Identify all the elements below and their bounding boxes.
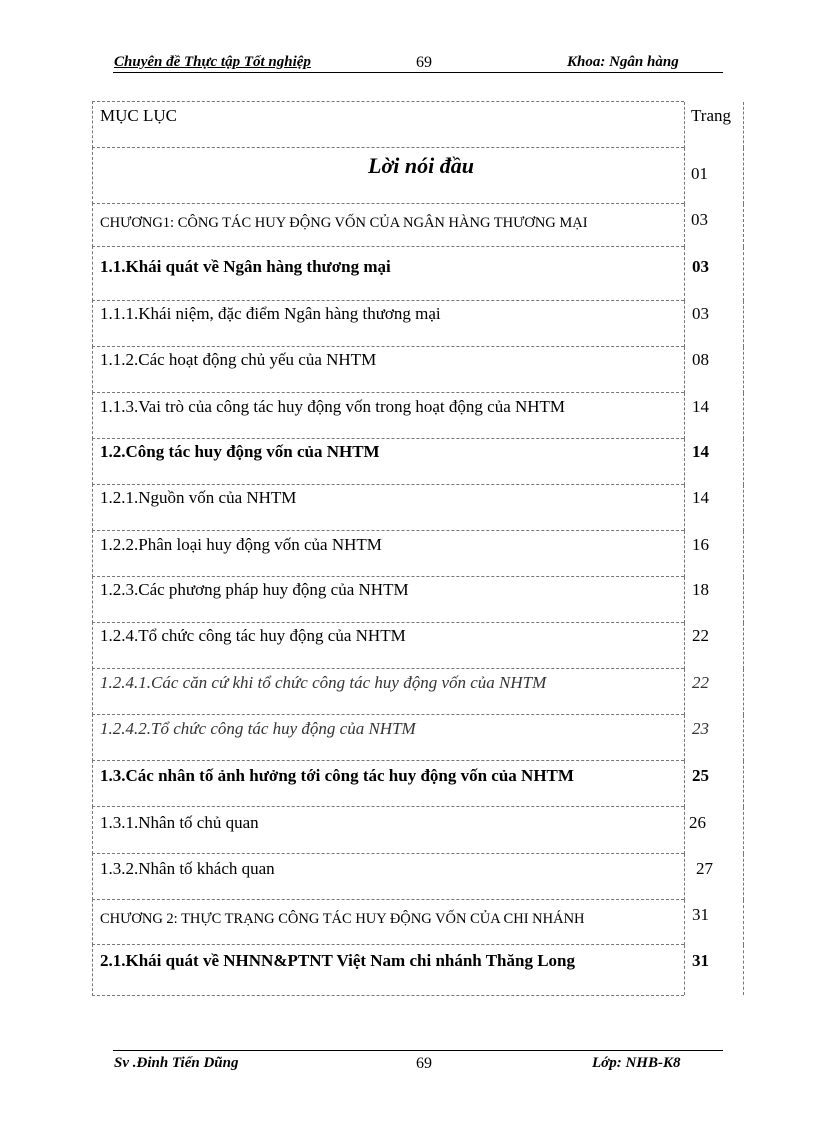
toc-row-page: 18 [692, 580, 709, 599]
toc-row-page: 26 [689, 813, 706, 832]
toc-row-text: 1.3.2.Nhân tố khách quan [100, 859, 275, 878]
toc-page-column-header: Trang [691, 106, 731, 125]
toc-intro-page: 01 [691, 164, 708, 183]
toc-row [92, 246, 709, 301]
toc-row-text: 2.1.Khái quát về NHNN&PTNT Việt Nam chi nhánh Thăng Long [100, 951, 575, 970]
header-faculty: Khoa: Ngân hàng [567, 54, 679, 70]
toc-row [92, 622, 709, 669]
toc-row-intro [92, 147, 708, 204]
toc-row [92, 714, 709, 761]
toc-row [92, 346, 709, 393]
toc-row-text: 1.2.Công tác huy động vốn của NHTM [100, 442, 380, 461]
toc-row-text: 1.1.3.Vai trò của công tác huy động vốn trong hoạt động của NHTM [100, 397, 566, 416]
toc-row [92, 760, 709, 807]
toc-row-text: 1.3.1.Nhân tố chủ quan [100, 813, 259, 832]
toc-row [92, 484, 709, 531]
toc-row-page: 03 [691, 210, 708, 229]
toc-row-page: 08 [692, 350, 709, 369]
toc-row-page: 03 [692, 304, 709, 323]
toc-row-text: 1.2.3.Các phương pháp huy động của NHTM [100, 580, 409, 599]
toc-row-page: 22 [692, 673, 709, 692]
toc-row-text: 1.1.1.Khái niệm, đặc điểm Ngân hàng thương mại [100, 304, 441, 323]
toc-row-text: 1.2.4.2.Tổ chức công tác huy động của NHTM [100, 719, 416, 738]
toc-row [92, 853, 713, 900]
toc-row [92, 668, 709, 715]
toc-row-page: 14 [692, 442, 709, 461]
toc-row-page: 14 [692, 488, 709, 507]
toc-row-text: 1.3.Các nhân tố ảnh hưởng tới công tác huy động vốn của NHTM [100, 766, 574, 785]
toc-title: MỤC LỤC [100, 106, 177, 125]
toc-row-text: 1.1.2.Các hoạt động chủ yếu của NHTM [100, 350, 377, 369]
toc-row [92, 576, 709, 623]
toc-row-text: 1.2.2.Phân loại huy động vốn của NHTM [100, 535, 382, 554]
toc-row-page: 31 [692, 951, 709, 970]
toc-row [92, 530, 709, 577]
toc-row-page: 14 [692, 397, 709, 416]
footer-page-number: 69 [416, 1055, 432, 1072]
toc-row-text: 1.2.4.1.Các căn cứ khi tổ chức công tác huy động vốn của NHTM [100, 673, 547, 692]
toc-row-page: 16 [692, 535, 709, 554]
toc-row-page: 31 [692, 905, 709, 924]
toc-row-page: 25 [692, 766, 709, 785]
toc-row-text: CHƯƠNG 2: THỰC TRẠNG CÔNG TÁC HUY ĐỘNG VỐN CỦA CHI NHÁNH [100, 911, 585, 927]
footer-class: Lớp: NHB-K8 [592, 1055, 681, 1071]
toc-row-page: 03 [692, 257, 709, 276]
toc-row-text: CHƯƠNG1: CÔNG TÁC HUY ĐỘNG VỐN CỦA NGÂN HÀNG THƯƠNG MẠI [100, 215, 588, 231]
page-header [113, 52, 723, 73]
page-footer [113, 1050, 723, 1075]
toc-header-row [92, 101, 731, 148]
toc-row-text: 1.1.Khái quát về Ngân hàng thương mại [100, 257, 391, 276]
toc-intro-text: Lời nói đầu [368, 153, 474, 178]
header-page-number: 69 [416, 54, 432, 71]
toc-row [92, 944, 709, 996]
toc-row-text: 1.2.1.Nguồn vốn của NHTM [100, 488, 297, 507]
header-title: Chuyên đề Thực tập Tốt nghiệp [114, 54, 311, 70]
toc-row [92, 203, 708, 247]
toc-row [92, 300, 709, 347]
toc-row [92, 899, 709, 945]
toc-row-page: 23 [692, 719, 709, 738]
toc-row-page: 22 [692, 626, 709, 645]
toc-row [92, 438, 709, 485]
footer-student: Sv .Đinh Tiến Dũng [114, 1055, 239, 1071]
toc-row-text: 1.2.4.Tổ chức công tác huy động của NHTM [100, 626, 406, 645]
toc-row-page: 27 [696, 859, 713, 878]
toc-row [92, 392, 709, 439]
toc-row [92, 806, 706, 854]
